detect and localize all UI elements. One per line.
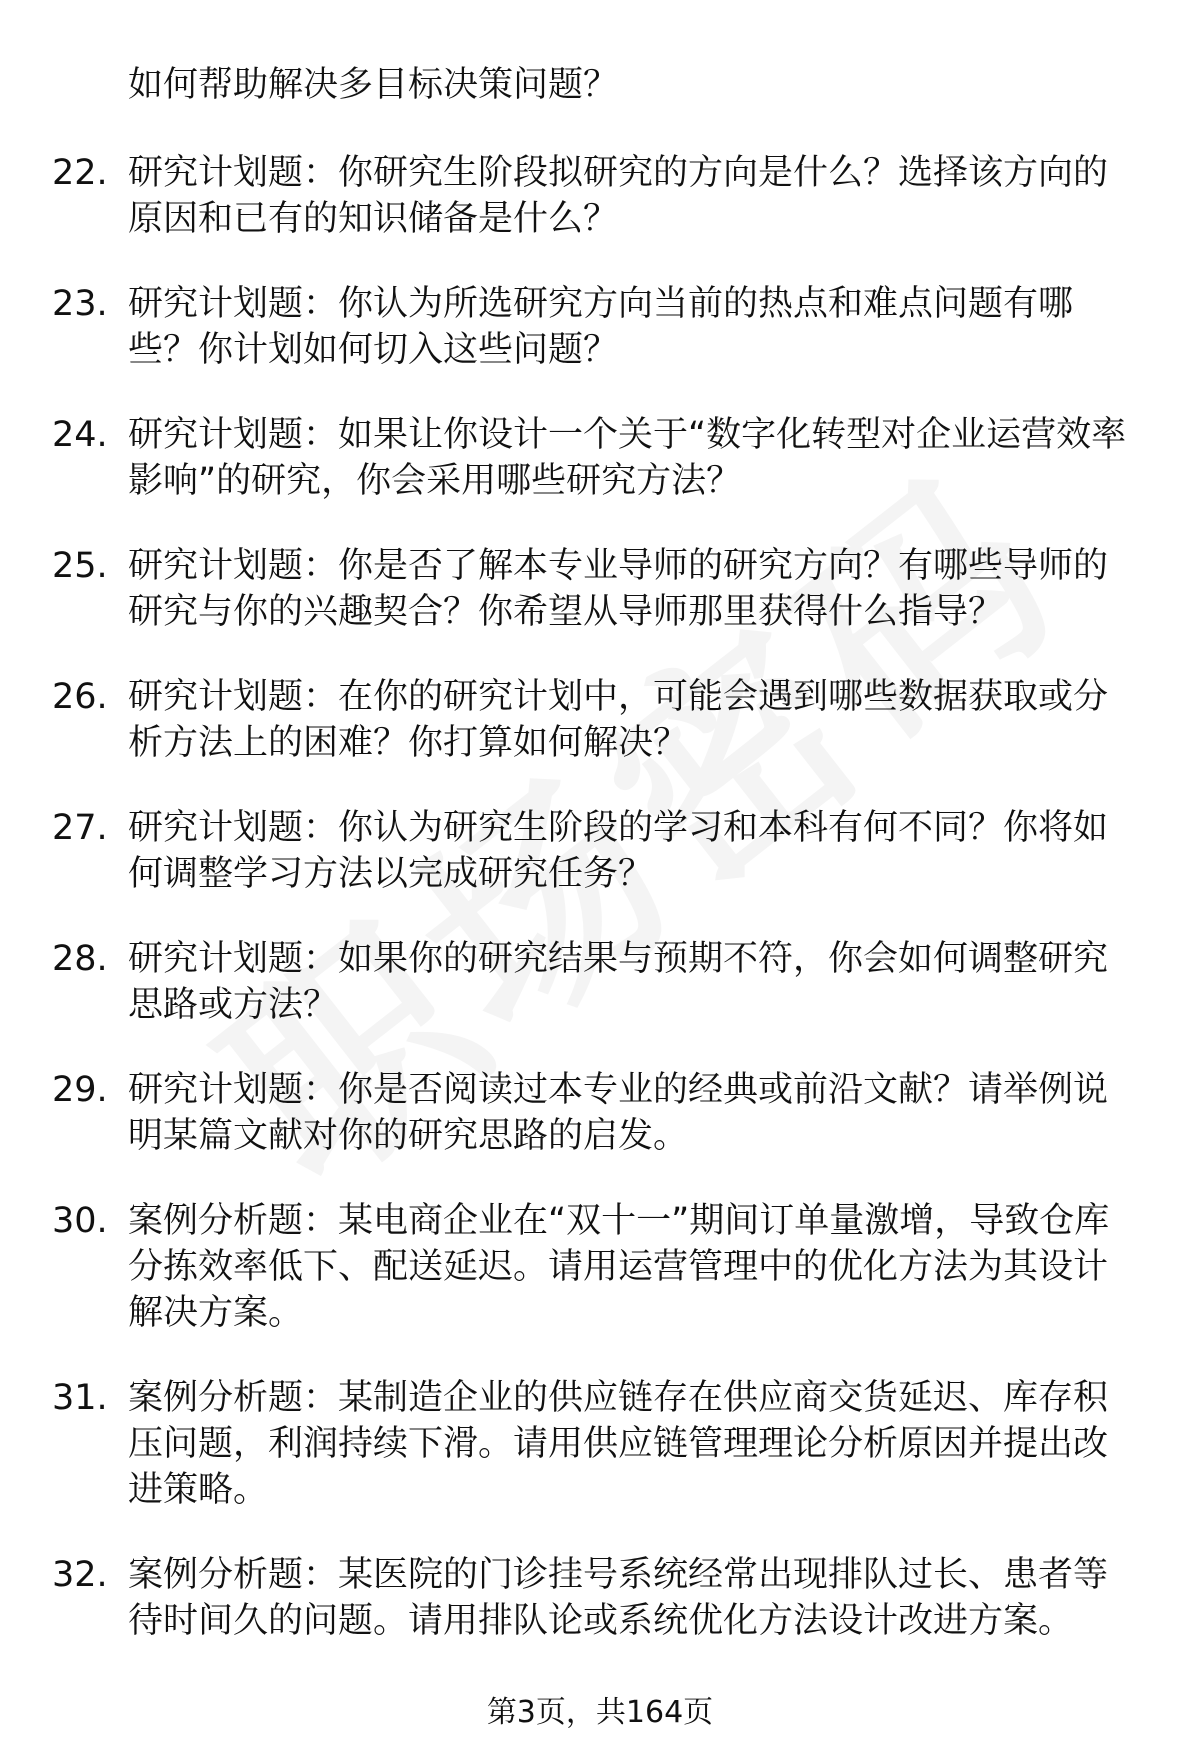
question-text: 研究计划题：你是否了解本专业导师的研究方向？有哪些导师的研究与你的兴趣契合？你希望从导师那里获得什么指导？ [128, 546, 1109, 632]
list-item [0, 150, 1200, 242]
page-footer: 第3页，共164页 [486, 1695, 714, 1730]
question-list [0, 150, 1200, 1683]
question-number: 29. [52, 1070, 108, 1110]
question-number: 26. [52, 677, 108, 717]
list-item [0, 1552, 1200, 1644]
list-item [0, 412, 1200, 504]
question-text: 案例分析题：某电商企业在“双十一”期间订单量激增，导致仓库分拣效率低下、配送延迟。请用运营管理中的优化方法为其设计解决方案。 [128, 1201, 1110, 1333]
list-item [0, 936, 1200, 1028]
list-item [0, 1067, 1200, 1159]
question-text: 研究计划题：如果你的研究结果与预期不符，你会如何调整研究思路或方法？ [128, 939, 1109, 1025]
question-text: 研究计划题：在你的研究计划中，可能会遇到哪些数据获取或分析方法上的困难？你打算如何解决？ [128, 677, 1109, 763]
question-text: 研究计划题：如果让你设计一个关于“数字化转型对企业运营效率影响”的研究，你会采用哪些研究方法？ [128, 415, 1127, 501]
continuation-text: 如何帮助解决多目标决策问题？ [128, 65, 619, 105]
question-number: 28. [52, 939, 108, 979]
list-item [0, 281, 1200, 373]
question-number: 32. [52, 1555, 108, 1595]
question-text: 案例分析题：某制造企业的供应链存在供应商交货延迟、库存积压问题，利润持续下滑。请用供应链管理理论分析原因并提出改进策略。 [128, 1378, 1109, 1510]
question-number: 27. [52, 808, 108, 848]
question-number: 24. [52, 415, 108, 455]
list-item [0, 1375, 1200, 1513]
question-text: 案例分析题：某医院的门诊挂号系统经常出现排队过长、患者等待时间久的问题。请用排队论或系统优化方法设计改进方案。 [128, 1555, 1109, 1641]
list-item [0, 1198, 1200, 1336]
question-number: 22. [52, 153, 108, 193]
question-number: 31. [52, 1378, 108, 1418]
question-number: 30. [52, 1201, 108, 1241]
question-text: 研究计划题：你认为所选研究方向当前的热点和难点问题有哪些？你计划如何切入这些问题？ [128, 284, 1074, 370]
question-text: 研究计划题：你认为研究生阶段的学习和本科有何不同？你将如何调整学习方法以完成研究任务？ [128, 808, 1109, 894]
list-item [0, 543, 1200, 635]
list-item [0, 674, 1200, 766]
question-number: 25. [52, 546, 108, 586]
list-item [0, 805, 1200, 897]
question-number: 23. [52, 284, 108, 324]
question-text: 研究计划题：你研究生阶段拟研究的方向是什么？选择该方向的原因和已有的知识储备是什么？ [128, 153, 1109, 239]
question-text: 研究计划题：你是否阅读过本专业的经典或前沿文献？请举例说明某篇文献对你的研究思路的启发。 [128, 1070, 1109, 1156]
